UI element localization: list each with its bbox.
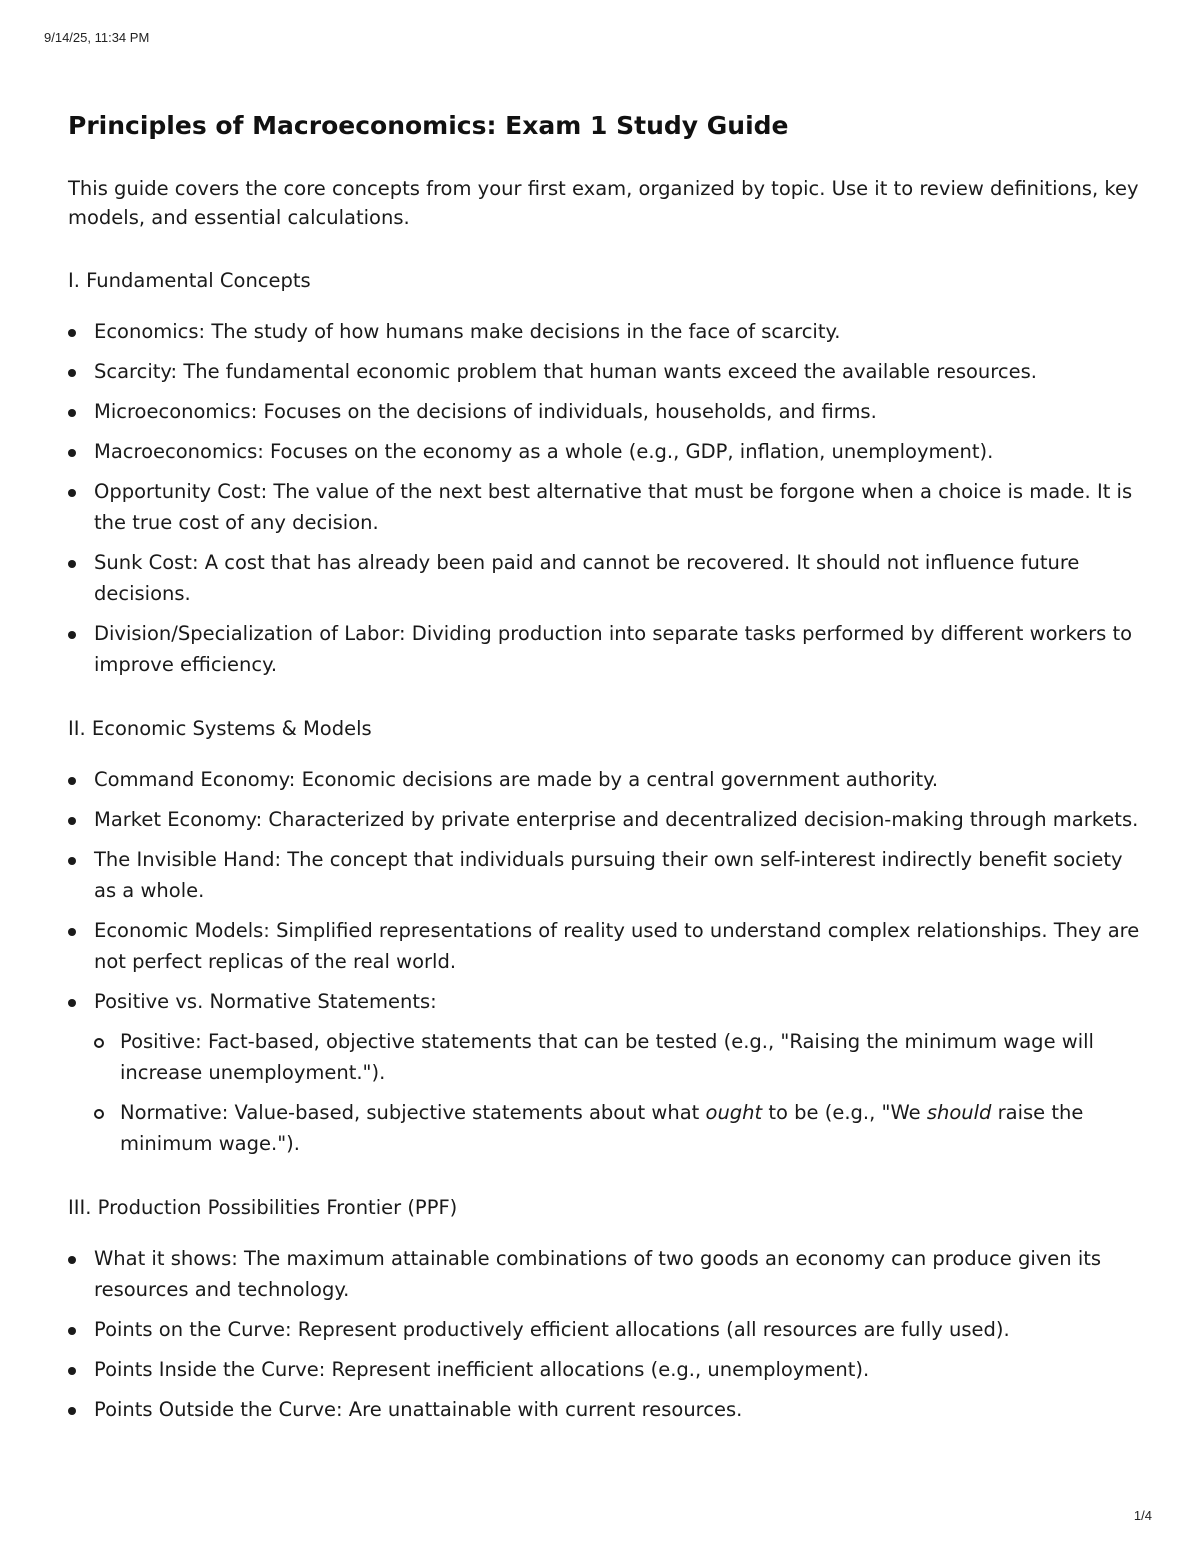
section-heading-ppf: III. Production Possibilities Frontier (PPF) — [68, 1196, 458, 1219]
definition: Represent inefficient allocations (e.g., unemployment). — [325, 1358, 870, 1381]
list-item — [68, 547, 1148, 609]
list-item — [68, 844, 1148, 906]
list-item — [68, 436, 1148, 467]
definition: Focuses on the decisions of individuals, households, and firms. — [257, 400, 877, 423]
fundamental-concepts-list — [68, 316, 1148, 680]
page-number: 1/4 — [1133, 1508, 1152, 1523]
sublist-item — [94, 1097, 1148, 1159]
definition: Fact-based, objective statements that can be tested (e.g., "Raising the minimum wage will increase unemployment."). — [120, 1030, 1094, 1084]
term: The Invisible Hand: — [94, 848, 282, 871]
term: Command Economy: — [94, 768, 296, 791]
term: Points Inside the Curve: — [94, 1358, 326, 1381]
list-item — [68, 986, 1148, 1159]
definition: The fundamental economic problem that human wants exceed the available resources. — [177, 360, 1037, 383]
emphasis-text: ought — [705, 1101, 763, 1124]
economic-systems-list — [68, 764, 1148, 1159]
list-item — [68, 804, 1148, 835]
section-heading-economic-systems: II. Economic Systems & Models — [68, 717, 372, 740]
term: Normative: — [120, 1101, 229, 1124]
term: Sunk Cost: — [94, 551, 199, 574]
statement-types-sublist — [94, 1026, 1148, 1159]
definition: The study of how humans make decisions in the face of scarcity. — [205, 320, 841, 343]
list-item — [68, 1354, 1148, 1385]
term: What it shows: — [94, 1247, 238, 1270]
definition: The concept that individuals pursuing their own self-interest indirectly benefit society as a whole. — [94, 848, 1123, 902]
list-item — [68, 396, 1148, 427]
term: Scarcity: — [94, 360, 178, 383]
definition-part: raise the minimum wage."). — [120, 1101, 1084, 1155]
emphasis-text: should — [926, 1101, 992, 1124]
definition: Represent productively efficient allocations (all resources are fully used). — [291, 1318, 1010, 1341]
term: Economic Models: — [94, 919, 270, 942]
term: Positive: — [120, 1030, 202, 1053]
list-item — [68, 618, 1148, 680]
definition: Simplified representations of reality used to understand complex relationships. They are not perfect replicas of the real world. — [94, 919, 1140, 973]
definition: Characterized by private enterprise and decentralized decision-making through markets. — [262, 808, 1139, 831]
section-heading-fundamental-concepts: I. Fundamental Concepts — [68, 269, 311, 292]
term: Market Economy: — [94, 808, 263, 831]
term: Points Outside the Curve: — [94, 1398, 343, 1421]
list-item — [68, 316, 1148, 347]
list-item — [68, 1394, 1148, 1425]
term: Macroeconomics: — [94, 440, 264, 463]
definition-part: to be (e.g., "We — [762, 1101, 927, 1124]
term: Positive vs. Normative Statements: — [94, 990, 437, 1013]
list-item — [68, 476, 1148, 538]
list-item — [68, 356, 1148, 387]
study-guide-document — [68, 106, 1148, 1434]
list-item — [68, 1243, 1148, 1305]
term: Microeconomics: — [94, 400, 258, 423]
print-timestamp: 9/14/25, 11:34 PM — [44, 30, 150, 45]
list-item — [68, 1314, 1148, 1345]
ppf-list — [68, 1243, 1148, 1425]
term: Division/Specialization of Labor: — [94, 622, 406, 645]
definition: Are unattainable with current resources. — [342, 1398, 743, 1421]
definition-part: Value-based, subjective statements about what — [228, 1101, 706, 1124]
definition: Focuses on the economy as a whole (e.g., GDP, inflation, unemployment). — [263, 440, 994, 463]
term: Opportunity Cost: — [94, 480, 268, 503]
definition: A cost that has already been paid and cannot be recovered. It should not influence future decisions. — [94, 551, 1080, 605]
list-item — [68, 764, 1148, 795]
sublist-item — [94, 1026, 1148, 1088]
definition: The value of the next best alternative that must be forgone when a choice is made. It is the true cost of any decision. — [94, 480, 1133, 534]
list-item — [68, 915, 1148, 977]
page-title: Principles of Macroeconomics: Exam 1 Study Guide — [68, 111, 789, 140]
definition: Dividing production into separate tasks performed by different workers to improve efficiency. — [94, 622, 1133, 676]
definition: The maximum attainable combinations of two goods an economy can produce given its resources and technology. — [94, 1247, 1102, 1301]
term: Points on the Curve: — [94, 1318, 292, 1341]
definition: Economic decisions are made by a central government authority. — [295, 768, 939, 791]
term: Economics: — [94, 320, 206, 343]
intro-paragraph: This guide covers the core concepts from your first exam, organized by topic. Use it to review definitions, key models, and essential calculations. — [68, 177, 1139, 229]
